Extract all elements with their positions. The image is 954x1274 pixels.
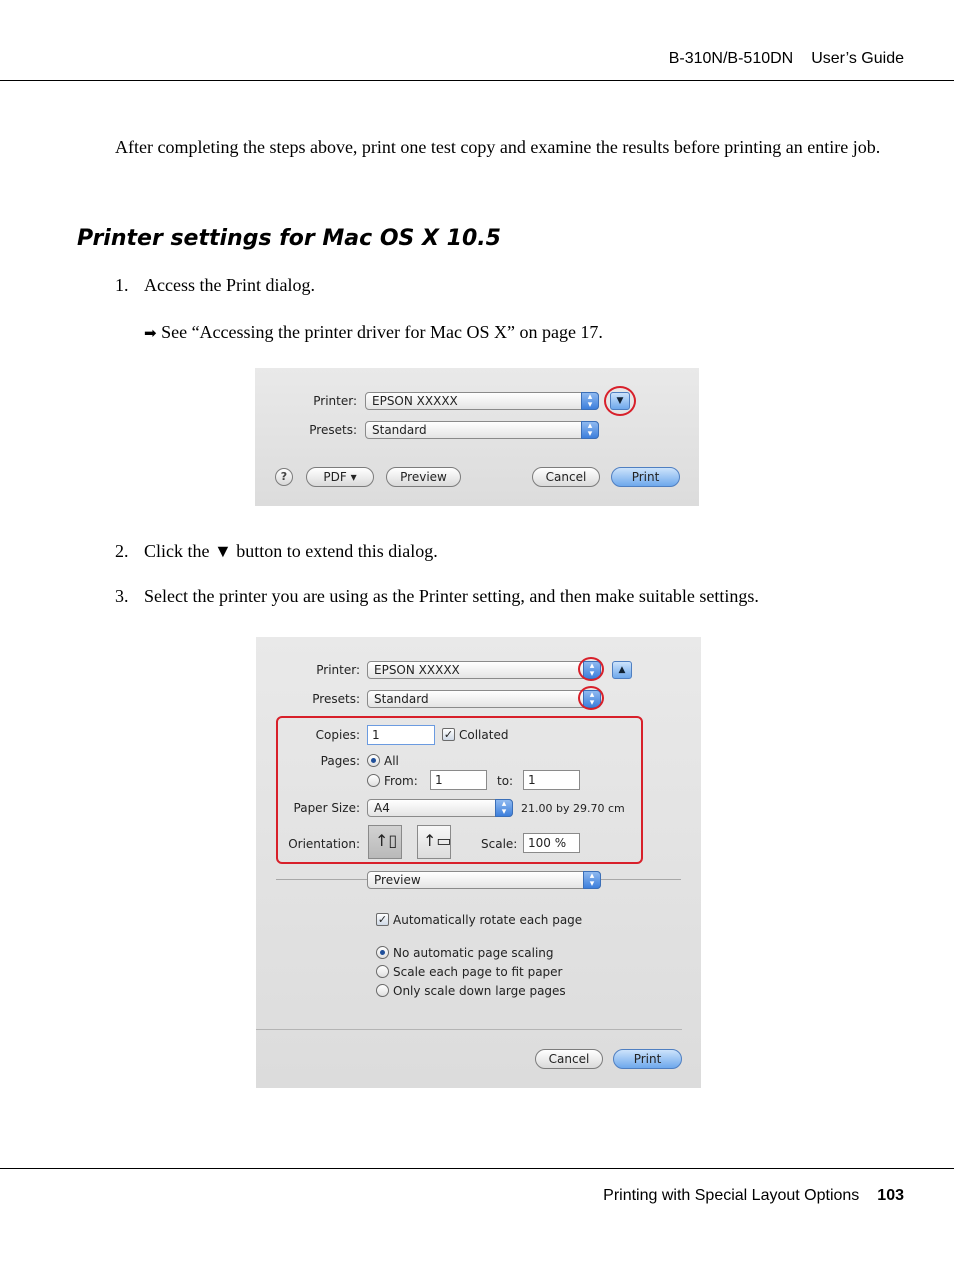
- collated-label: Collated: [459, 728, 509, 742]
- updown-arrows-icon: ▴ ▾: [495, 799, 513, 817]
- presets-label: Presets:: [312, 692, 360, 706]
- running-header: [669, 50, 904, 68]
- header-rule: [0, 80, 954, 81]
- presets-popup[interactable]: [367, 690, 601, 708]
- fit-paper-label: Scale each page to fit paper: [393, 965, 563, 979]
- copies-label: Copies:: [315, 728, 360, 742]
- paper-size-popup[interactable]: [367, 799, 513, 817]
- step-number: 3.: [115, 586, 129, 606]
- step-text: Select the printer you are using as the Printer setting, and then make suitable settings.: [144, 586, 759, 606]
- help-button[interactable]: ?: [275, 468, 293, 486]
- no-scaling-radio[interactable]: [376, 946, 389, 959]
- scale-down-radio[interactable]: [376, 984, 389, 997]
- pages-all-radio[interactable]: [367, 754, 380, 767]
- panel-value: Preview: [374, 873, 421, 887]
- scale-label: Scale:: [481, 837, 518, 851]
- paper-size-label: Paper Size:: [293, 801, 360, 815]
- highlight-circle: [578, 686, 604, 710]
- printer-label: Printer:: [316, 663, 360, 677]
- panel-popup[interactable]: [367, 871, 601, 889]
- orientation-label: Orientation:: [288, 837, 360, 851]
- presets-popup[interactable]: [365, 421, 599, 439]
- section-title: Printer settings for Mac OS X 10.5: [77, 226, 501, 251]
- updown-arrows-icon: ▴ ▾: [583, 661, 601, 679]
- to-field[interactable]: 1: [523, 770, 580, 790]
- cancel-button[interactable]: Cancel: [532, 467, 600, 487]
- footer-separator: [256, 1029, 682, 1030]
- step-text: Click the ▼ button to extend this dialog.: [144, 541, 438, 561]
- pages-to-label: to:: [497, 774, 514, 788]
- print-dialog-collapsed: [255, 368, 699, 506]
- updown-arrows-icon: ▴ ▾: [583, 871, 601, 889]
- paper-dimensions: 21.00 by 29.70 cm: [521, 802, 625, 815]
- running-footer: [603, 1187, 904, 1205]
- printer-popup[interactable]: [365, 392, 599, 410]
- step-1: [115, 274, 315, 296]
- printer-popup[interactable]: [367, 661, 601, 679]
- print-button[interactable]: Print: [613, 1049, 682, 1069]
- pages-all-label: All: [384, 754, 399, 768]
- step-3: [115, 585, 759, 607]
- scale-field[interactable]: 100 %: [523, 833, 580, 853]
- pages-label: Pages:: [320, 754, 360, 768]
- scale-down-label: Only scale down large pages: [393, 984, 566, 998]
- step-number: 1.: [115, 275, 129, 295]
- page-number: 103: [877, 1187, 904, 1204]
- updown-arrows-icon: ▴ ▾: [581, 421, 599, 439]
- footer-section: Printing with Special Layout Options: [603, 1187, 860, 1204]
- copies-field[interactable]: 1: [367, 725, 435, 745]
- collapse-button[interactable]: ▲: [612, 661, 632, 679]
- expand-button[interactable]: ▼: [610, 392, 630, 410]
- pages-from-radio[interactable]: [367, 774, 380, 787]
- header-guide: User’s Guide: [811, 50, 904, 67]
- arrow-right-icon: ➡: [144, 324, 157, 342]
- updown-arrows-icon: ▴ ▾: [581, 392, 599, 410]
- cancel-button[interactable]: Cancel: [535, 1049, 603, 1069]
- intro-paragraph: After completing the steps above, print one test copy and examine the results before printing an entire job.: [115, 137, 881, 157]
- from-field[interactable]: 1: [430, 770, 487, 790]
- updown-arrows-icon: ▴ ▾: [583, 690, 601, 708]
- pages-from-label: From:: [384, 774, 418, 788]
- printer-value: EPSON XXXXX: [372, 394, 458, 408]
- collated-checkbox[interactable]: ✓: [443, 728, 454, 741]
- step-2: [115, 540, 438, 562]
- auto-rotate-label: Automatically rotate each page: [393, 913, 583, 927]
- highlight-circle: [578, 657, 604, 681]
- print-dialog-expanded: [256, 637, 701, 1088]
- landscape-orientation-button[interactable]: [417, 825, 451, 859]
- presets-label: Presets:: [309, 423, 357, 437]
- step-text: Access the Print dialog.: [144, 275, 315, 295]
- see-reference-link[interactable]: See “Accessing the printer driver for Mac OS X” on page 17.: [161, 322, 603, 342]
- fit-paper-radio[interactable]: [376, 965, 389, 978]
- footer-rule: [0, 1168, 954, 1169]
- no-scaling-label: No automatic page scaling: [393, 946, 554, 960]
- paper-size-value: A4: [374, 801, 390, 815]
- printer-label: Printer:: [313, 394, 357, 408]
- printer-value: EPSON XXXXX: [374, 663, 460, 677]
- landscape-icon: ↑▭: [423, 831, 452, 850]
- see-reference: [144, 321, 603, 344]
- print-button[interactable]: Print: [611, 467, 680, 487]
- portrait-icon: ↑▯: [375, 831, 398, 850]
- header-model: B-310N/B-510DN: [668, 50, 794, 67]
- pdf-button[interactable]: PDF ▾: [306, 467, 374, 487]
- presets-value: Standard: [372, 423, 427, 437]
- presets-value: Standard: [374, 692, 429, 706]
- auto-rotate-checkbox[interactable]: ✓: [377, 913, 388, 926]
- preview-button[interactable]: Preview: [386, 467, 461, 487]
- highlight-circle: [604, 386, 636, 416]
- portrait-orientation-button[interactable]: [368, 825, 402, 859]
- step-number: 2.: [115, 541, 129, 561]
